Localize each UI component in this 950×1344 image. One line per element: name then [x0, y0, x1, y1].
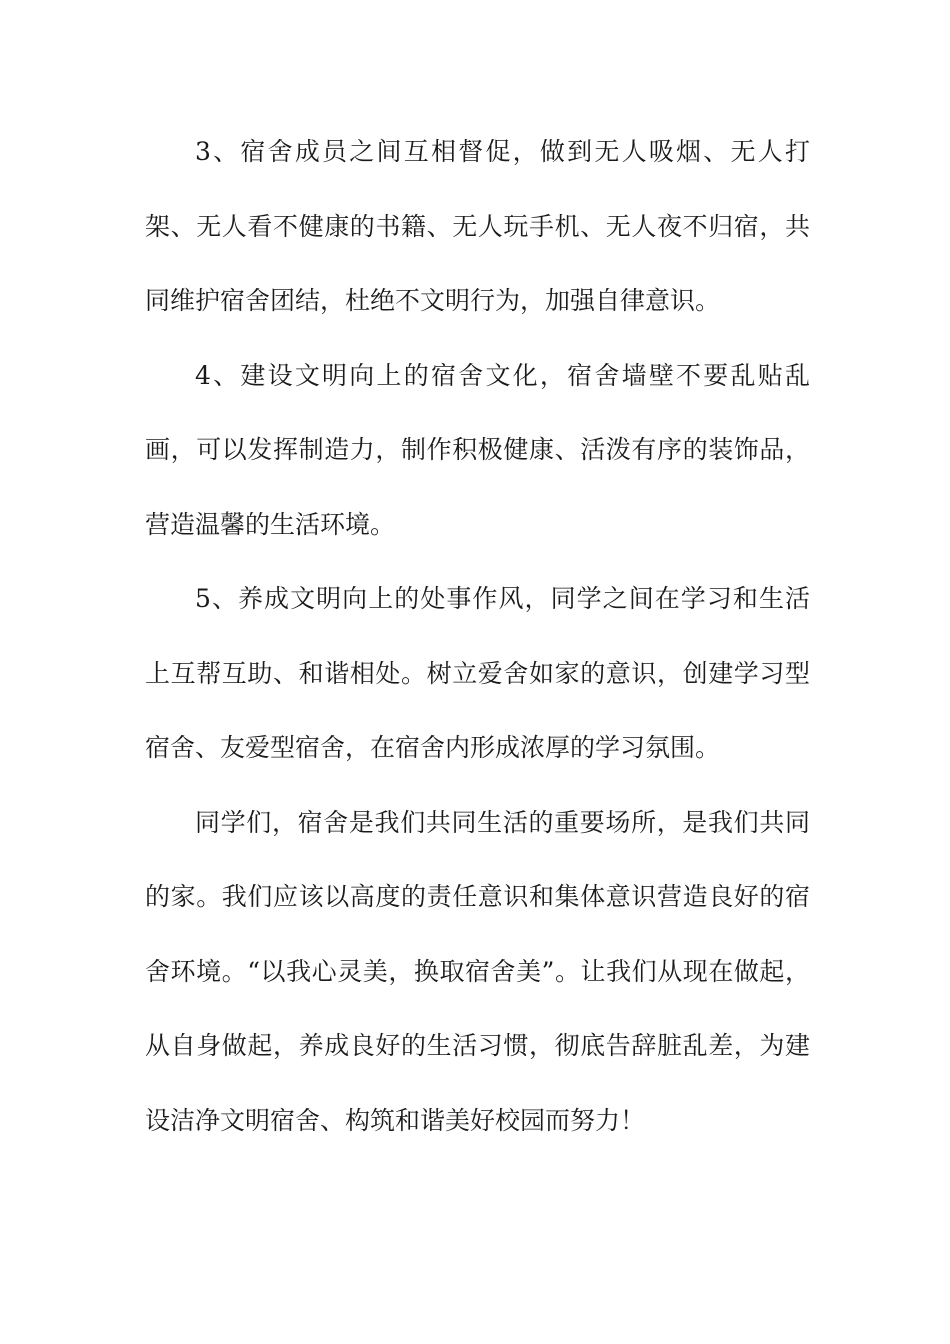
document-body	[145, 115, 810, 1158]
paragraph-closing: 同学们，宿舍是我们共同生活的重要场所，是我们共同的家。我们应该以高度的责任意识和集体意识营造良好的宿舍环境。“以我心灵美，换取宿舍美”。让我们从现在做起，从自身做起，养成良好的生活习惯，彻底告辞脏乱差，为建设洁净文明宿舍、构筑和谐美好校园而努力！	[145, 807, 810, 1135]
paragraph-item-3: 3、宿舍成员之间互相督促，做到无人吸烟、无人打架、无人看不健康的书籍、无人玩手机、无人夜不归宿，共同维护宿舍团结，杜绝不文明行为，加强自律意识。	[145, 137, 810, 315]
paragraph-item-4: 4、建设文明向上的宿舍文化，宿舍墙壁不要乱贴乱画，可以发挥制造力，制作积极健康、活泼有序的装饰品，营造温馨的生活环境。	[145, 360, 810, 539]
paragraph-item-5: 5、养成文明向上的处事作风，同学之间在学习和生活上互帮互助、和谐相处。树立爱舍如家的意识，创建学习型宿舍、友爱型宿舍，在宿舍内形成浓厚的学习氛围。	[145, 584, 810, 762]
